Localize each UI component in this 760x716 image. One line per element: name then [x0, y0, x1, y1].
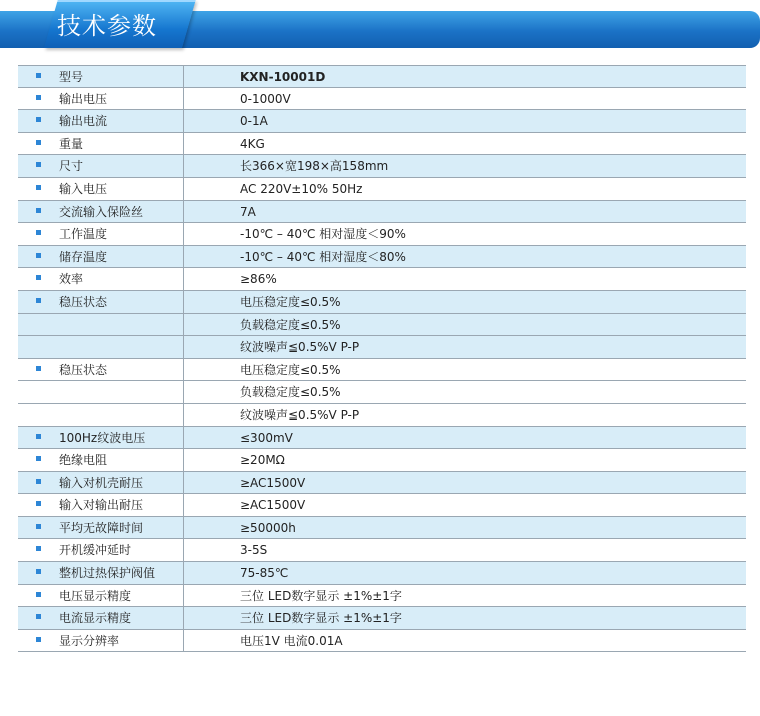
spec-row — [18, 607, 746, 630]
spec-value: -10℃ – 40℃ 相对湿度＜90% — [240, 227, 406, 242]
bullet-icon — [36, 73, 41, 78]
spec-label: 100Hz纹波电压 — [59, 430, 146, 445]
spec-label-cell — [18, 110, 184, 132]
spec-row — [18, 494, 746, 517]
spec-label: 交流输入保险丝 — [59, 204, 144, 219]
spec-row — [18, 133, 746, 156]
spec-value: 0-1A — [240, 114, 268, 129]
spec-label: 输出电压 — [59, 91, 108, 106]
spec-label: 输入电压 — [59, 181, 108, 196]
bullet-icon — [36, 140, 41, 145]
spec-label-cell — [18, 178, 184, 200]
spec-row — [18, 585, 746, 608]
spec-subrow — [18, 314, 746, 337]
spec-row — [18, 223, 746, 246]
spec-subrow — [18, 404, 746, 427]
spec-label-cell — [18, 517, 184, 539]
spec-label-cell — [18, 133, 184, 155]
spec-row — [18, 201, 746, 224]
spec-label: 稳压状态 — [59, 294, 108, 309]
spec-value: AC 220V±10% 50Hz — [240, 181, 363, 196]
bullet-icon — [36, 479, 41, 484]
spec-label-cell — [18, 630, 184, 652]
spec-value: ≥20MΩ — [240, 453, 285, 468]
spec-value: ≥AC1500V — [240, 498, 306, 513]
spec-value: 纹波噪声≦0.5%V P-P — [240, 407, 360, 422]
spec-value: 4KG — [240, 136, 265, 151]
spec-value: ≥AC1500V — [240, 475, 306, 490]
spec-value: 3-5S — [240, 543, 268, 558]
bullet-icon — [36, 637, 41, 642]
spec-value: -10℃ – 40℃ 相对湿度＜80% — [240, 249, 406, 264]
spec-row — [18, 630, 746, 653]
spec-value: 负载稳定度≤0.5% — [240, 385, 341, 400]
spec-row — [18, 268, 746, 291]
spec-row — [18, 178, 746, 201]
spec-value: 长366×宽198×高158mm — [240, 159, 389, 174]
spec-subrow — [18, 381, 746, 404]
spec-row — [18, 110, 746, 133]
spec-row — [18, 472, 746, 495]
bullet-icon — [36, 546, 41, 551]
spec-label-cell — [18, 562, 184, 584]
bullet-icon — [36, 592, 41, 597]
spec-label-cell — [18, 494, 184, 516]
spec-row — [18, 427, 746, 450]
spec-label-cell — [18, 268, 184, 290]
spec-value: 电压稳定度≤0.5% — [240, 294, 341, 309]
spec-label: 平均无故障时间 — [59, 520, 144, 535]
spec-value: KXN-10001D — [240, 70, 326, 84]
spec-label: 电流显示精度 — [59, 611, 132, 626]
bullet-icon — [36, 95, 41, 100]
bullet-icon — [36, 253, 41, 258]
spec-subrow — [18, 336, 746, 359]
spec-label: 型号 — [59, 70, 84, 84]
bullet-icon — [36, 162, 41, 167]
bullet-icon — [36, 185, 41, 190]
spec-label-cell — [18, 427, 184, 449]
spec-label-cell — [18, 449, 184, 471]
spec-subrow — [18, 291, 746, 314]
page-title: 技术参数 — [57, 12, 157, 40]
spec-label: 开机缓冲延时 — [59, 543, 132, 558]
spec-label-cell — [18, 472, 184, 494]
spec-value: 负载稳定度≤0.5% — [240, 317, 341, 332]
spec-label-cell — [18, 155, 184, 177]
spec-label: 输入对机壳耐压 — [59, 475, 144, 490]
spec-group — [18, 359, 746, 427]
bullet-icon — [36, 208, 41, 213]
spec-row — [18, 517, 746, 540]
spec-label: 稳压状态 — [59, 362, 108, 377]
spec-group — [18, 291, 746, 359]
spec-label: 重量 — [59, 136, 84, 151]
spec-row — [18, 246, 746, 269]
spec-label: 输入对输出耐压 — [59, 498, 144, 513]
spec-subrow — [18, 359, 746, 382]
spec-row — [18, 539, 746, 562]
spec-row — [18, 155, 746, 178]
bullet-icon — [36, 230, 41, 235]
spec-value: 电压1V 电流0.01A — [240, 633, 343, 648]
spec-value: 75-85℃ — [240, 566, 289, 581]
bullet-icon — [36, 524, 41, 529]
spec-value: ≤300mV — [240, 430, 293, 445]
spec-value: 0-1000V — [240, 91, 291, 106]
spec-label: 电压显示精度 — [59, 588, 132, 603]
spec-row — [18, 449, 746, 472]
spec-value: 7A — [240, 204, 256, 219]
spec-label-cell — [18, 607, 184, 629]
spec-label: 储存温度 — [59, 249, 108, 264]
spec-value: 电压稳定度≤0.5% — [240, 362, 341, 377]
spec-value: 三位 LED数字显示 ±1%±1字 — [240, 611, 402, 626]
spec-row — [18, 65, 746, 88]
spec-value: 三位 LED数字显示 ±1%±1字 — [240, 588, 402, 603]
spec-label: 整机过热保护阀值 — [59, 566, 156, 581]
spec-label-cell — [18, 539, 184, 561]
spec-row — [18, 562, 746, 585]
spec-label-cell — [18, 88, 184, 110]
spec-label-cell — [18, 223, 184, 245]
spec-label: 尺寸 — [59, 159, 84, 174]
bullet-icon — [36, 501, 41, 506]
spec-label-cell — [18, 201, 184, 223]
bullet-icon — [36, 434, 41, 439]
bullet-icon — [36, 275, 41, 280]
bullet-icon — [36, 569, 41, 574]
spec-value: 纹波噪声≦0.5%V P-P — [240, 340, 360, 355]
spec-label: 输出电流 — [59, 114, 108, 129]
spec-label-cell — [18, 66, 184, 87]
bullet-icon — [36, 456, 41, 461]
spec-label: 显示分辨率 — [59, 633, 120, 648]
spec-row — [18, 88, 746, 111]
spec-label-cell — [18, 246, 184, 268]
spec-label-cell — [18, 585, 184, 607]
bullet-icon — [36, 614, 41, 619]
spec-label: 效率 — [59, 272, 84, 287]
spec-value: ≥86% — [240, 272, 277, 287]
bullet-icon — [36, 117, 41, 122]
spec-table — [18, 65, 746, 652]
spec-value: ≥50000h — [240, 520, 296, 535]
spec-label: 绝缘电阻 — [59, 453, 108, 468]
spec-label: 工作温度 — [59, 227, 108, 242]
